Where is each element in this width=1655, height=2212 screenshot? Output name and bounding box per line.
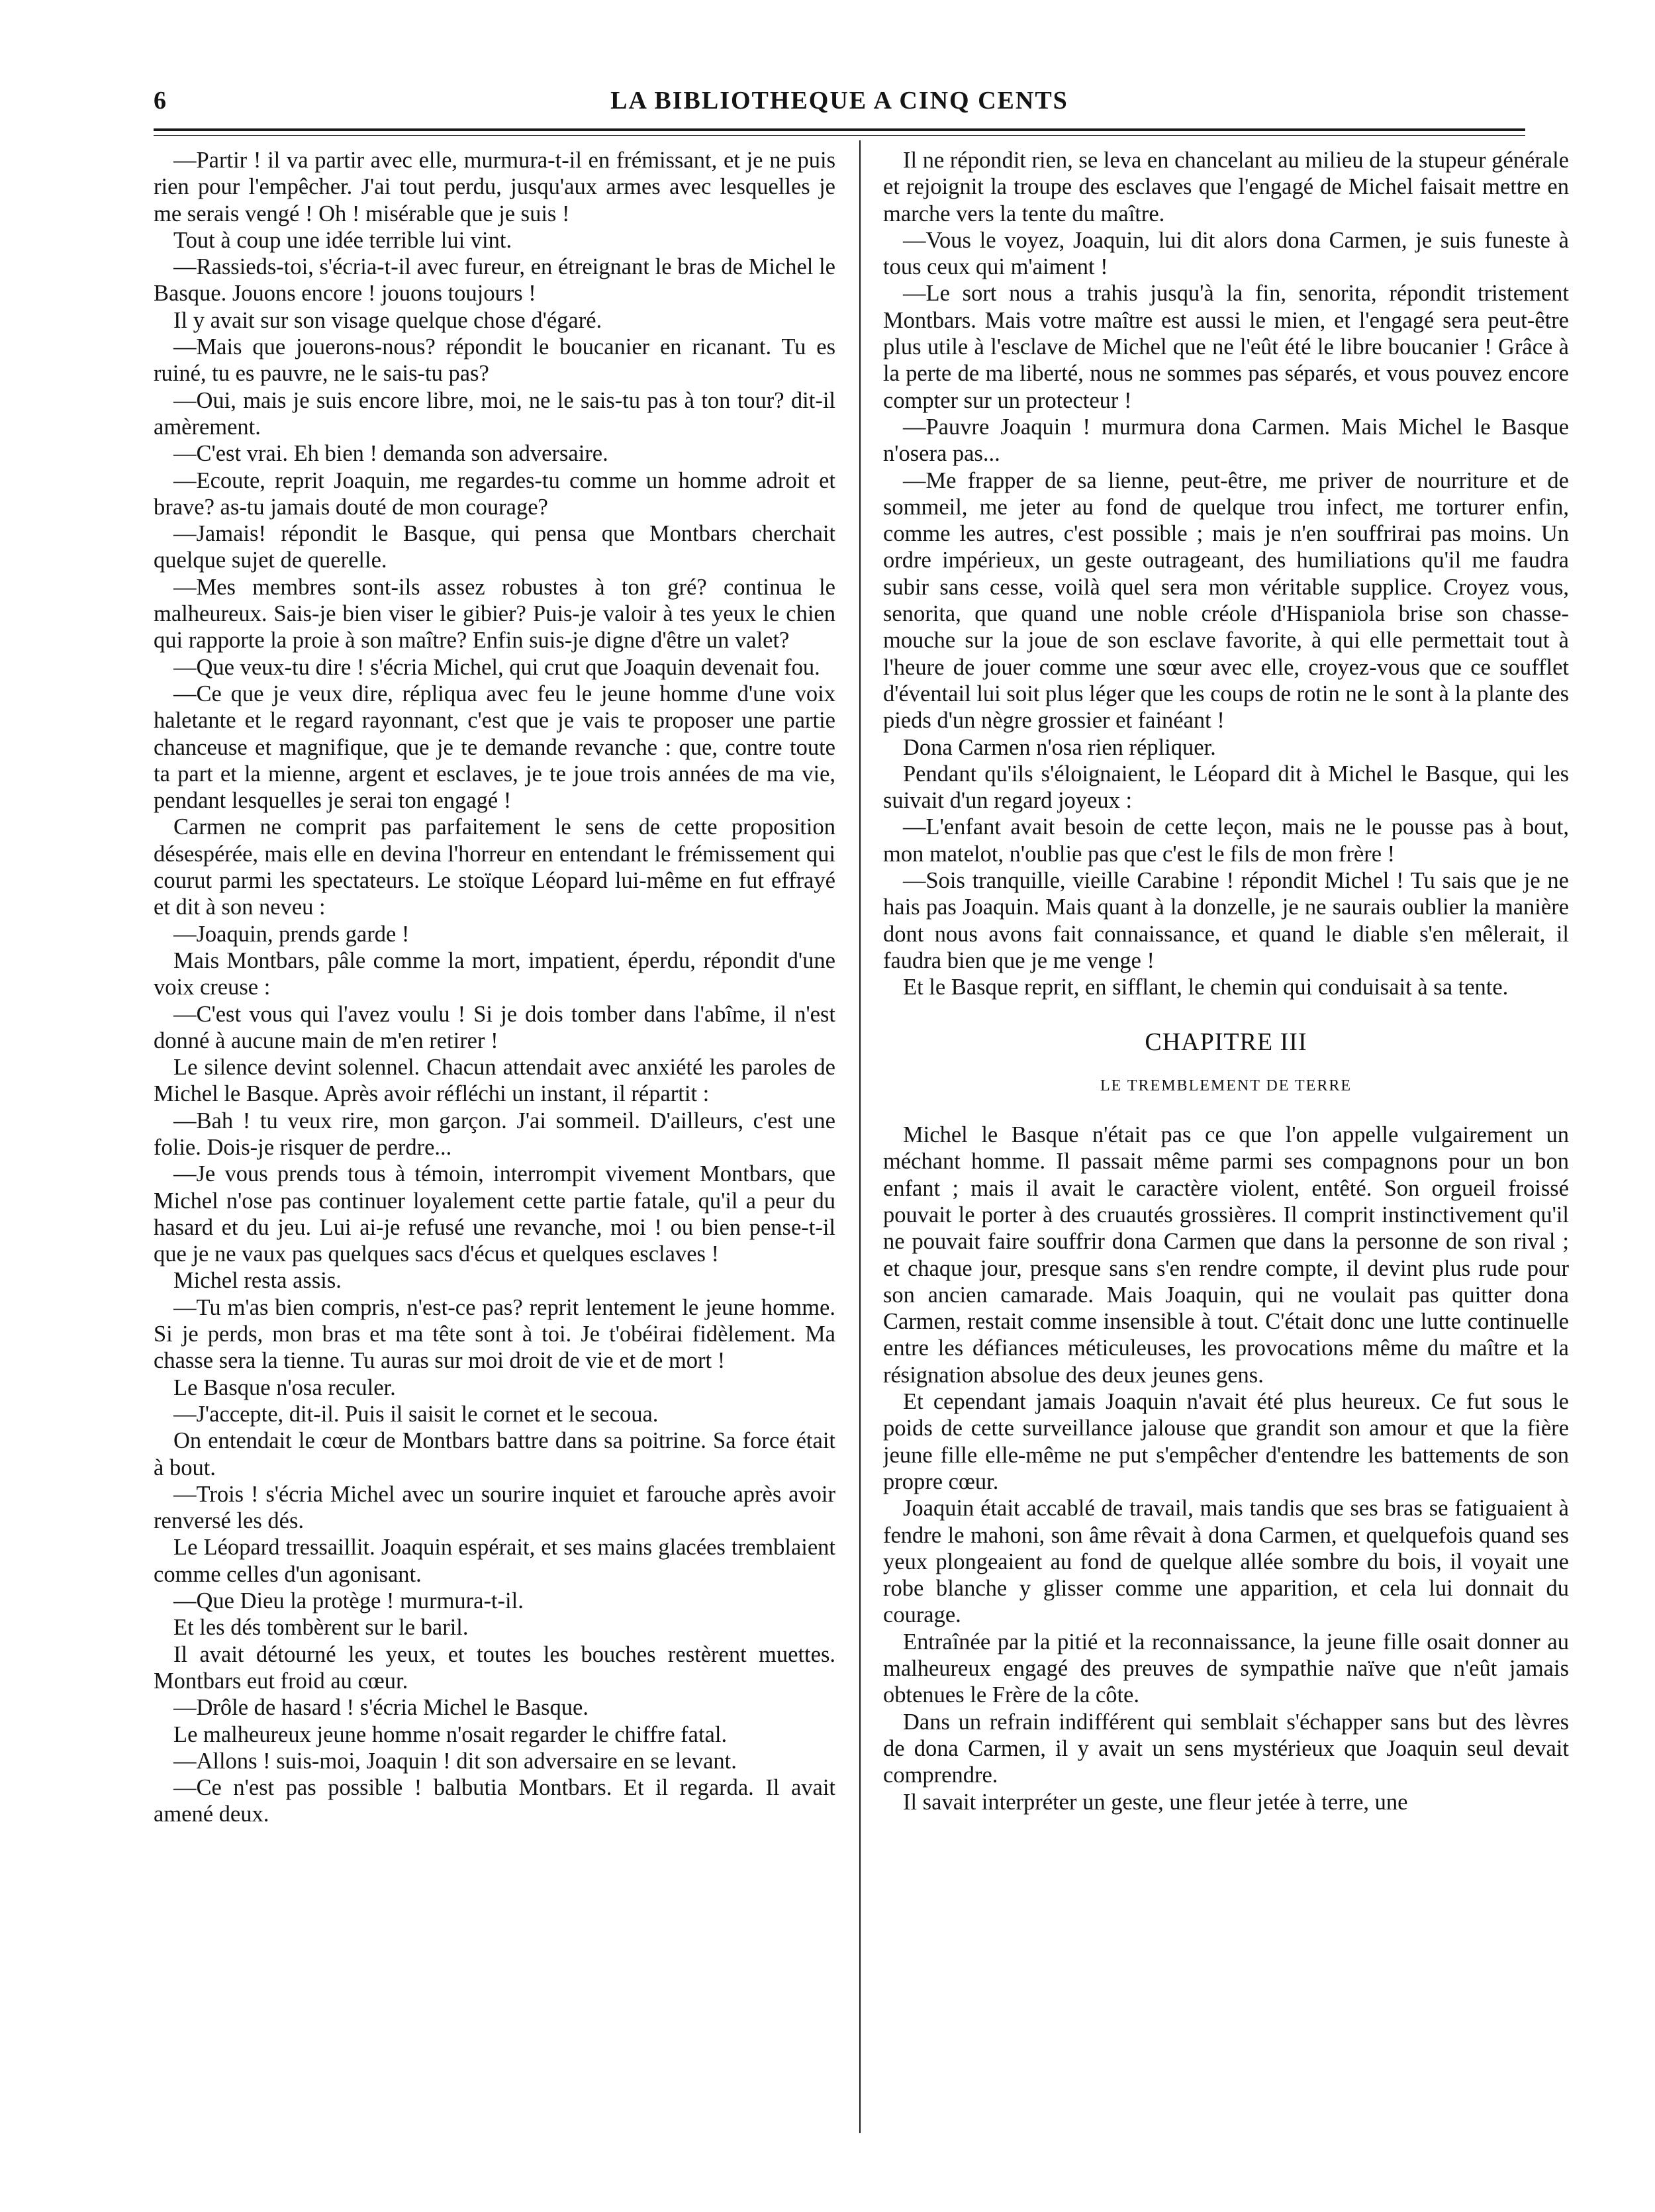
paragraph: —L'enfant avait besoin de cette leçon, mais ne le pousse pas à bout, mon matelot, n'oublie pas que c'est le fils de mon frère ! [883, 814, 1569, 867]
page-header [154, 86, 1525, 123]
paragraph: —J'accepte, dit-il. Puis il saisit le cornet et le secoua. [173, 1401, 659, 1427]
paragraph: Michel resta assis. [173, 1268, 342, 1294]
paragraph: —Partir ! il va partir avec elle, murmura-t-il en frémissant, et je ne puis rien pour l'empêcher. J'ai tout perdu, jusqu'aux armes avec lesquelles je me serais vengé ! Oh ! misérable que je suis ! [154, 148, 835, 226]
paragraph: Le silence devint solennel. Chacun attendait avec anxiété les paroles de Michel le Basque. Après avoir réfléchi un instant, il répartit : [154, 1055, 835, 1107]
paragraph: Tout à coup une idée terrible lui vint. [173, 227, 512, 253]
paragraph: —C'est vrai. Eh bien ! demanda son adversaire. [173, 441, 608, 467]
paragraph: —Ce n'est pas possible ! balbutia Montbars. Et il regarda. Il avait amené deux. [154, 1775, 835, 1827]
paragraph: —Pauvre Joaquin ! murmura dona Carmen. Mais Michel le Basque n'osera pas... [883, 414, 1569, 467]
paragraph: Entraînée par la pitié et la reconnaissance, la jeune fille osait donner au malheureux engagé des preuves de sympathie naïve que n'eût jamais obtenues le Frère de la côte. [883, 1629, 1569, 1708]
paragraph: —Ce que je veux dire, répliqua avec feu le jeune homme d'une voix haletante et le regard rayonnant, c'est que je vais te proposer une partie chanceuse et magnifique, que je te demande revanche : que, contre toute ta part et la mienne, argent et esclaves, je te joue trois années de ma vie, pendant lesquelles je serai ton engagé ! [154, 681, 835, 814]
paragraph: Pendant qu'ils s'éloignaient, le Léopard dit à Michel le Basque, qui les suivait d'un regard joyeux : [883, 761, 1569, 814]
paragraph: —Oui, mais je suis encore libre, moi, ne le sais-tu pas à ton tour? dit-il amèrement. [154, 387, 835, 440]
right-column [883, 147, 1569, 2146]
chapter-title: CHAPITRE III [1145, 1028, 1307, 1056]
paragraph: —Joaquin, prends garde ! [173, 921, 410, 947]
paragraph: Et les dés tombèrent sur le baril. [173, 1615, 469, 1641]
paragraph: —Le sort nous a trahis jusqu'à la fin, senorita, répondit tristement Montbars. Mais votre maître est aussi le mien, et l'engagé sera peut-être plus utile à l'esclave de Michel que ne l'eût été le libre boucanier ! Grâce à la perte de ma liberté, nous ne sommes pas séparés, et vous pouvez encore compter sur un protecteur ! [883, 281, 1569, 413]
chapter-subtitle: LE TREMBLEMENT DE TERRE [1100, 1077, 1352, 1094]
paragraph: —Bah ! tu veux rire, mon garçon. J'ai sommeil. D'ailleurs, c'est une folie. Dois-je risquer de perdre... [154, 1108, 835, 1160]
header-rule [154, 128, 1525, 131]
paragraph: Il savait interpréter un geste, une fleur jetée à terre, une [903, 1789, 1408, 1815]
paragraph: —Drôle de hasard ! s'écria Michel le Basque. [173, 1695, 589, 1721]
paragraph: Michel le Basque n'était pas ce que l'on appelle vulgairement un méchant homme. Il passait même parmi ses compagnons pour un bon enfant ; mais il avait le caractère violent, entêté. Son orgueil froissé pouvait le porter à des cruautés grossières. Il comprit instinctivement qu'il ne pouvait faire souffrir dona Carmen que dans la personne de son rival ; et chaque jour, presque sans s'en rendre compte, il devint plus rude pour son ancien camarade. Mais Joaquin, qui ne voulait pas quitter dona Carmen, restait comme insensible à tout. C'était donc une lutte continuelle entre les défiances méticuleuses, les provocations même du maître et la résignation absolue des deux jeunes gens. [883, 1122, 1569, 1388]
paragraph: Dans un refrain indifférent qui semblait s'échapper sans but des lèvres de dona Carmen, il y avait un sens mystérieux que Joaquin seul devait comprendre. [883, 1709, 1569, 1788]
paragraph: —Je vous prends tous à témoin, interrompit vivement Montbars, que Michel n'ose pas continuer loyalement cette partie fatale, qu'il a peur du hasard et du jeu. Lui ai-je refusé une revanche, moi ! ou bien pense-t-il que je ne vaux pas quelques sacs d'écus et quelques esclaves ! [154, 1161, 835, 1267]
paragraph: Joaquin était accablé de travail, mais tandis que ses bras se fatiguaient à fendre le mahoni, son âme rêvait à dona Carmen, et quelquefois quand ses yeux plongeaient au fond de quelque allée sombre du bois, il voyait une robe blanche y glisser comme une apparition, et cela lui donnait du courage. [883, 1496, 1569, 1628]
chapter-text [883, 1122, 1569, 1815]
paragraph: —Ecoute, reprit Joaquin, me regardes-tu comme un homme adroit et brave? as-tu jamais douté de mon courage? [154, 467, 835, 520]
paragraph: Il y avait sur son visage quelque chose d'égaré. [173, 307, 602, 333]
paragraph: —Jamais! répondit le Basque, qui pensa que Montbars cherchait quelque sujet de querelle. [154, 521, 835, 573]
header-rule-thin [154, 135, 1525, 136]
paragraph: —Vous le voyez, Joaquin, lui dit alors dona Carmen, je suis funeste à tous ceux qui m'aiment ! [883, 227, 1569, 280]
paragraph: On entendait le cœur de Montbars battre dans sa poitrine. Sa force était à bout. [154, 1428, 835, 1480]
paragraph: —Rassieds-toi, s'écria-t-il avec fureur, en étreignant le bras de Michel le Basque. Jouons encore ! jouons toujours ! [154, 254, 835, 307]
column-divider [859, 140, 861, 2133]
paragraph: Et cependant jamais Joaquin n'avait été plus heureux. Ce fut sous le poids de cette surveillance jalouse que grandit son amour et que la fière jeune fille elle-même ne put s'empêcher d'entendre les battements de son propre cœur. [883, 1389, 1569, 1494]
paragraph: —C'est vous qui l'avez voulu ! Si je dois tomber dans l'abîme, il n'est donné à aucune main de m'en retirer ! [154, 1001, 835, 1053]
paragraph: Le Léopard tressaillit. Joaquin espérait, et ses mains glacées tremblaient comme celles d'un agonisant. [154, 1535, 835, 1587]
paragraph: —Allons ! suis-moi, Joaquin ! dit son adversaire en se levant. [173, 1748, 737, 1774]
running-title: LA BIBLIOTHEQUE A CINQ CENTS [610, 87, 1068, 115]
paragraph: Le Basque n'osa reculer. [173, 1374, 396, 1400]
paragraph: —Sois tranquille, vieille Carabine ! répondit Michel ! Tu sais que je ne hais pas Joaquin. Mais quant à la donzelle, je ne saurais oublier la manière dont nous avons fait connaissance, et quand le diable s'en mêlerait, il faudra bien que je me venge ! [883, 868, 1569, 973]
paragraph: Et le Basque reprit, en sifflant, le chemin qui conduisait à sa tente. [903, 975, 1509, 1000]
paragraph: —Trois ! s'écria Michel avec un sourire inquiet et farouche après avoir renversé les dés. [154, 1481, 835, 1534]
paragraph: —Me frapper de sa lienne, peut-être, me priver de nourriture et de sommeil, me jeter au fond de quelque trou infect, me torturer enfin, comme les autres, c'est possible ; mais je n'en souffrirai pas moins. Un ordre impérieux, un geste outrageant, des humiliations qu'il me faudra subir sans cesse, voilà quel sera mon véritable supplice. Croyez vous, senorita, que quand une noble créole d'Hispaniola brise son chasse-mouche sur la joue de son esclave favorite, à qui elle permettait tout à l'heure de jouer comme une sœur avec elle, croyez-vous que ce soufflet d'éventail lui soit plus léger que les coups de rotin ne le sont à la plante des pieds d'un nègre grossier et fainéant ! [883, 467, 1569, 734]
paragraph: —Que veux-tu dire ! s'écria Michel, qui crut que Joaquin devenait fou. [173, 654, 820, 680]
paragraph: Le malheureux jeune homme n'osait regarder le chiffre fatal. [173, 1721, 728, 1747]
paragraph: —Que Dieu la protège ! murmura-t-il. [173, 1588, 524, 1614]
left-column [154, 147, 835, 2146]
paragraph: —Mais que jouerons-nous? répondit le boucanier en ricanant. Tu es ruiné, tu es pauvre, ne le sais-tu pas? [154, 334, 835, 387]
paragraph: Carmen ne comprit pas parfaitement le sens de cette proposition désespérée, mais elle en devina l'horreur en entendant le frémissement qui courut parmi les spectateurs. Le stoïque Léopard lui-même en fut effrayé et dit à son neveu : [154, 814, 835, 920]
paragraph: Il avait détourné les yeux, et toutes les bouches restèrent muettes. Montbars eut froid au cœur. [154, 1641, 835, 1694]
paragraph: Il ne répondit rien, se leva en chancelant au milieu de la stupeur générale et rejoignit la troupe des esclaves que l'engagé de Michel faisait mettre en marche vers la tente du maître. [883, 148, 1569, 226]
paragraph: Dona Carmen n'osa rien répliquer. [903, 734, 1216, 760]
paragraph: —Tu m'as bien compris, n'est-ce pas? reprit lentement le jeune homme. Si je perds, mon bras et ma tête sont à toi. Je t'obéirai fidèlement. Ma chasse sera la tienne. Tu auras sur moi droit de vie et de mort ! [154, 1294, 835, 1374]
paragraph: Mais Montbars, pâle comme la mort, impatient, éperdu, répondit d'une voix creuse : [154, 947, 835, 1000]
page-number: 6 [154, 87, 166, 115]
right-column-text [883, 147, 1569, 1001]
paragraph: —Mes membres sont-ils assez robustes à ton gré? continua le malheureux. Sais-je bien viser le gibier? Puis-je valoir à tes yeux le chien qui rapporte la proie à son maître? Enfin suis-je digne d'être un valet? [154, 574, 835, 653]
